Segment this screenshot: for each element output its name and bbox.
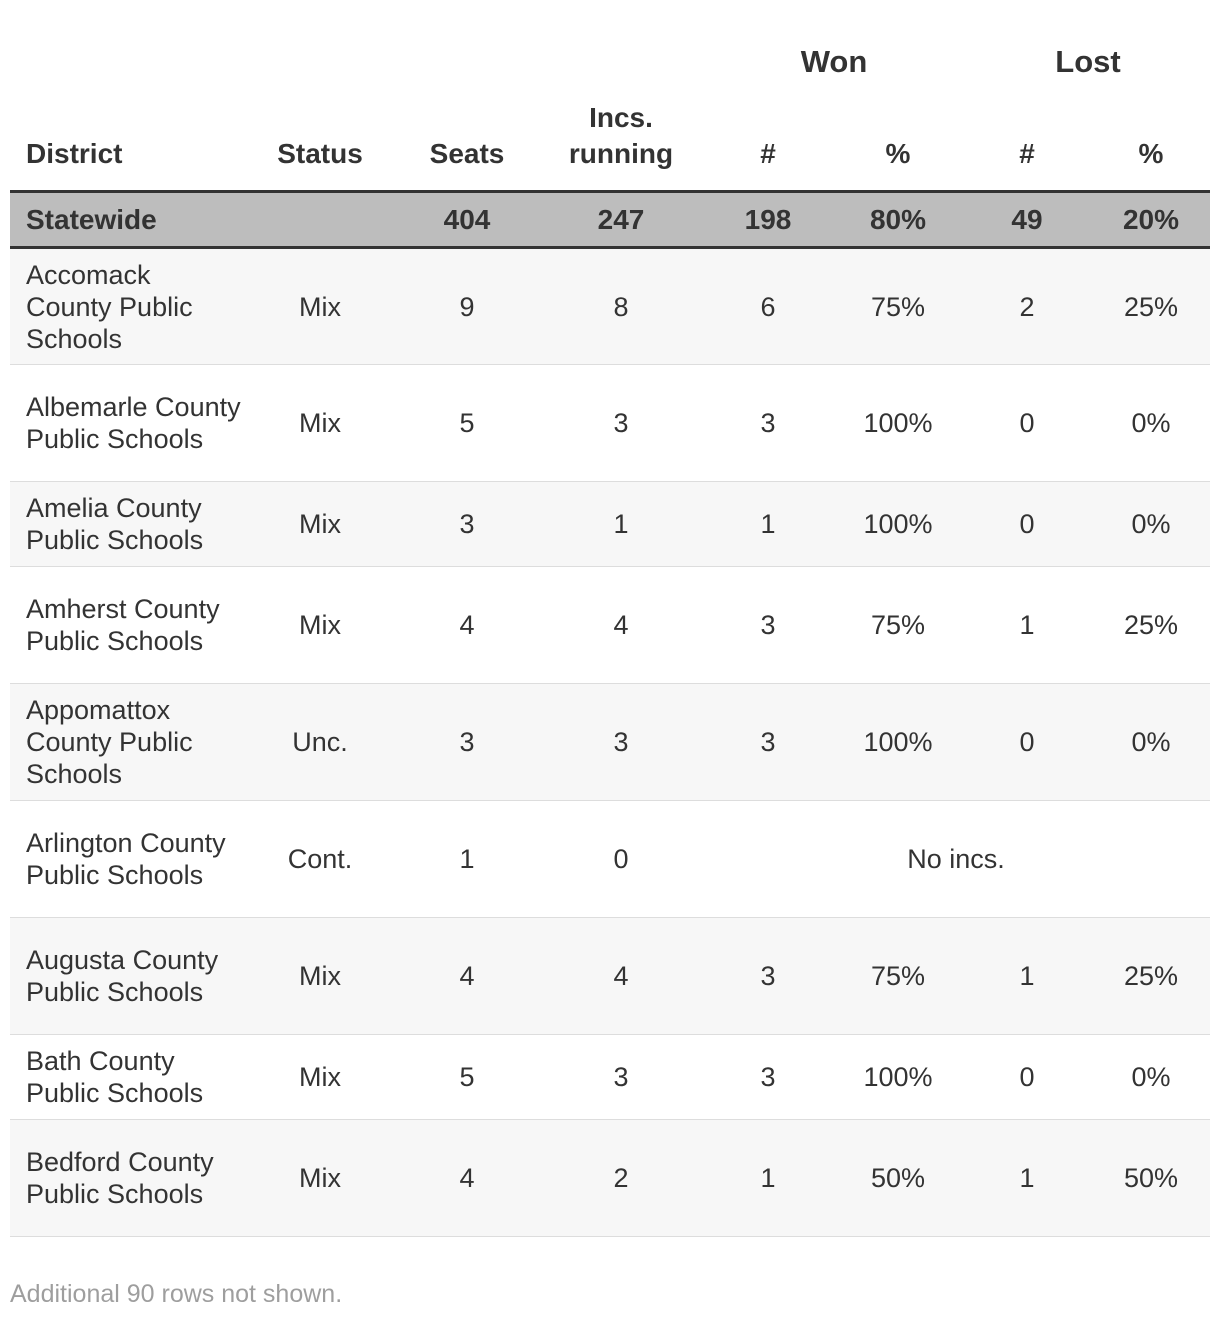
header-district[interactable]: District [26,138,123,169]
incs-cell: 0 [613,844,629,874]
won-percent-cell: 100% [863,1062,933,1092]
won-percent-cell: 75% [870,961,926,991]
district-name: Albemarle County Public Schools [26,392,241,454]
lost-number-cell: 0 [1019,1062,1035,1092]
incs-cell: 4 [613,610,629,640]
table-row [10,482,1210,567]
table-row [10,1120,1210,1237]
won-percent-cell: 100% [863,408,933,438]
incs-cell: 3 [613,1062,629,1092]
status-cell: Unc. [292,727,348,757]
won-number-cell: 3 [760,1062,776,1092]
status-cell: Mix [299,610,341,640]
results-table [10,100,1210,1237]
lost-number-cell: 1 [1019,961,1035,991]
statewide-label: Statewide [26,203,157,235]
won-number-cell: 3 [760,727,776,757]
status-cell: Mix [299,1163,341,1193]
won-number-cell: 3 [760,610,776,640]
incs-cell: 3 [613,727,629,757]
seats-cell: 5 [459,408,475,438]
won-percent-cell: 100% [863,509,933,539]
lost-percent-cell: 0% [1131,1062,1171,1092]
lost-number-cell: 2 [1019,291,1035,322]
seats-cell: 5 [459,1062,475,1092]
lost-percent-cell: 0% [1131,509,1171,539]
lost-percent-cell: 25% [1123,961,1179,991]
status-cell: Mix [299,1062,341,1092]
incs-cell: 3 [613,408,629,438]
district-name: Augusta County Public Schools [26,945,219,1007]
district-name: Arlington County Public Schools [26,828,226,890]
header-lost-number[interactable]: # [1019,138,1035,169]
incs-cell: 8 [613,291,629,322]
table-row [10,365,1210,482]
header-incs-line2: running [568,138,674,169]
district-name: Bedford County Public Schools [26,1147,214,1209]
won-number-cell: 3 [760,961,776,991]
table-header-row [10,100,1210,192]
incs-cell: 2 [613,1163,629,1193]
district-name: Amelia County Public Schools [26,493,204,555]
seats-cell: 3 [459,509,475,539]
district-name: Appomattox County Public Schools [26,695,193,789]
header-won-percent[interactable]: % [885,138,911,169]
lost-percent-cell: 0% [1131,727,1171,757]
lost-number-cell: 0 [1019,509,1035,539]
table-row [10,801,1210,918]
header-incs-line1: Incs. [589,102,653,133]
no-incumbents-cell: No incs. [907,844,1005,874]
incs-cell: 4 [613,961,629,991]
seats-cell: 1 [459,844,475,874]
won-number-cell: 1 [760,509,776,539]
group-label-lost: Lost [1055,44,1121,79]
won-percent-cell: 75% [870,610,926,640]
district-name: Accomack County Public Schools [26,259,193,354]
won-percent-cell: 50% [870,1163,926,1193]
seats-cell: 4 [459,610,475,640]
header-status[interactable]: Status [277,138,363,169]
results-table-container [10,0,1210,1237]
header-won-number[interactable]: # [760,138,776,169]
won-percent-cell: 100% [863,727,933,757]
seats-cell: 4 [459,1163,475,1193]
statewide-won-number: 198 [744,203,792,235]
lost-number-cell: 1 [1019,1163,1035,1193]
lost-number-cell: 1 [1019,610,1035,640]
statewide-lost-percent: 20% [1122,203,1180,235]
statewide-row [10,192,1210,248]
seats-cell: 4 [459,961,475,991]
status-cell: Mix [299,408,341,438]
header-lost-percent[interactable]: % [1138,138,1164,169]
table-row [10,1035,1210,1120]
statewide-seats: 404 [443,203,491,235]
table-row [10,918,1210,1035]
statewide-won-percent: 80% [869,203,927,235]
seats-cell: 3 [459,727,475,757]
statewide-incs: 247 [597,203,645,235]
header-incs-running[interactable] [540,100,702,192]
header-seats[interactable]: Seats [429,138,505,169]
won-number-cell: 6 [760,291,776,322]
column-group-header [10,0,1210,100]
status-cell: Mix [299,961,341,991]
district-name: Bath County Public Schools [26,1046,204,1108]
lost-percent-cell: 25% [1123,610,1179,640]
lost-number-cell: 0 [1019,727,1035,757]
district-name: Amherst County Public Schools [26,594,220,656]
status-cell: Cont. [287,844,353,874]
table-row [10,567,1210,684]
group-label-won: Won [800,44,868,79]
table-row [10,684,1210,801]
won-percent-cell: 75% [870,291,926,322]
seats-cell: 9 [459,291,475,322]
status-cell: Mix [299,291,341,322]
lost-percent-cell: 0% [1131,408,1171,438]
lost-number-cell: 0 [1019,408,1035,438]
lost-percent-cell: 50% [1123,1163,1179,1193]
won-number-cell: 1 [760,1163,776,1193]
incs-cell: 1 [613,509,629,539]
status-cell: Mix [299,509,341,539]
statewide-status [246,192,394,248]
table-row [10,248,1210,365]
rows-not-shown-note: Additional 90 rows not shown. [10,1280,343,1308]
won-number-cell: 3 [760,408,776,438]
lost-percent-cell: 25% [1123,291,1179,322]
statewide-lost-number: 49 [1011,203,1043,235]
